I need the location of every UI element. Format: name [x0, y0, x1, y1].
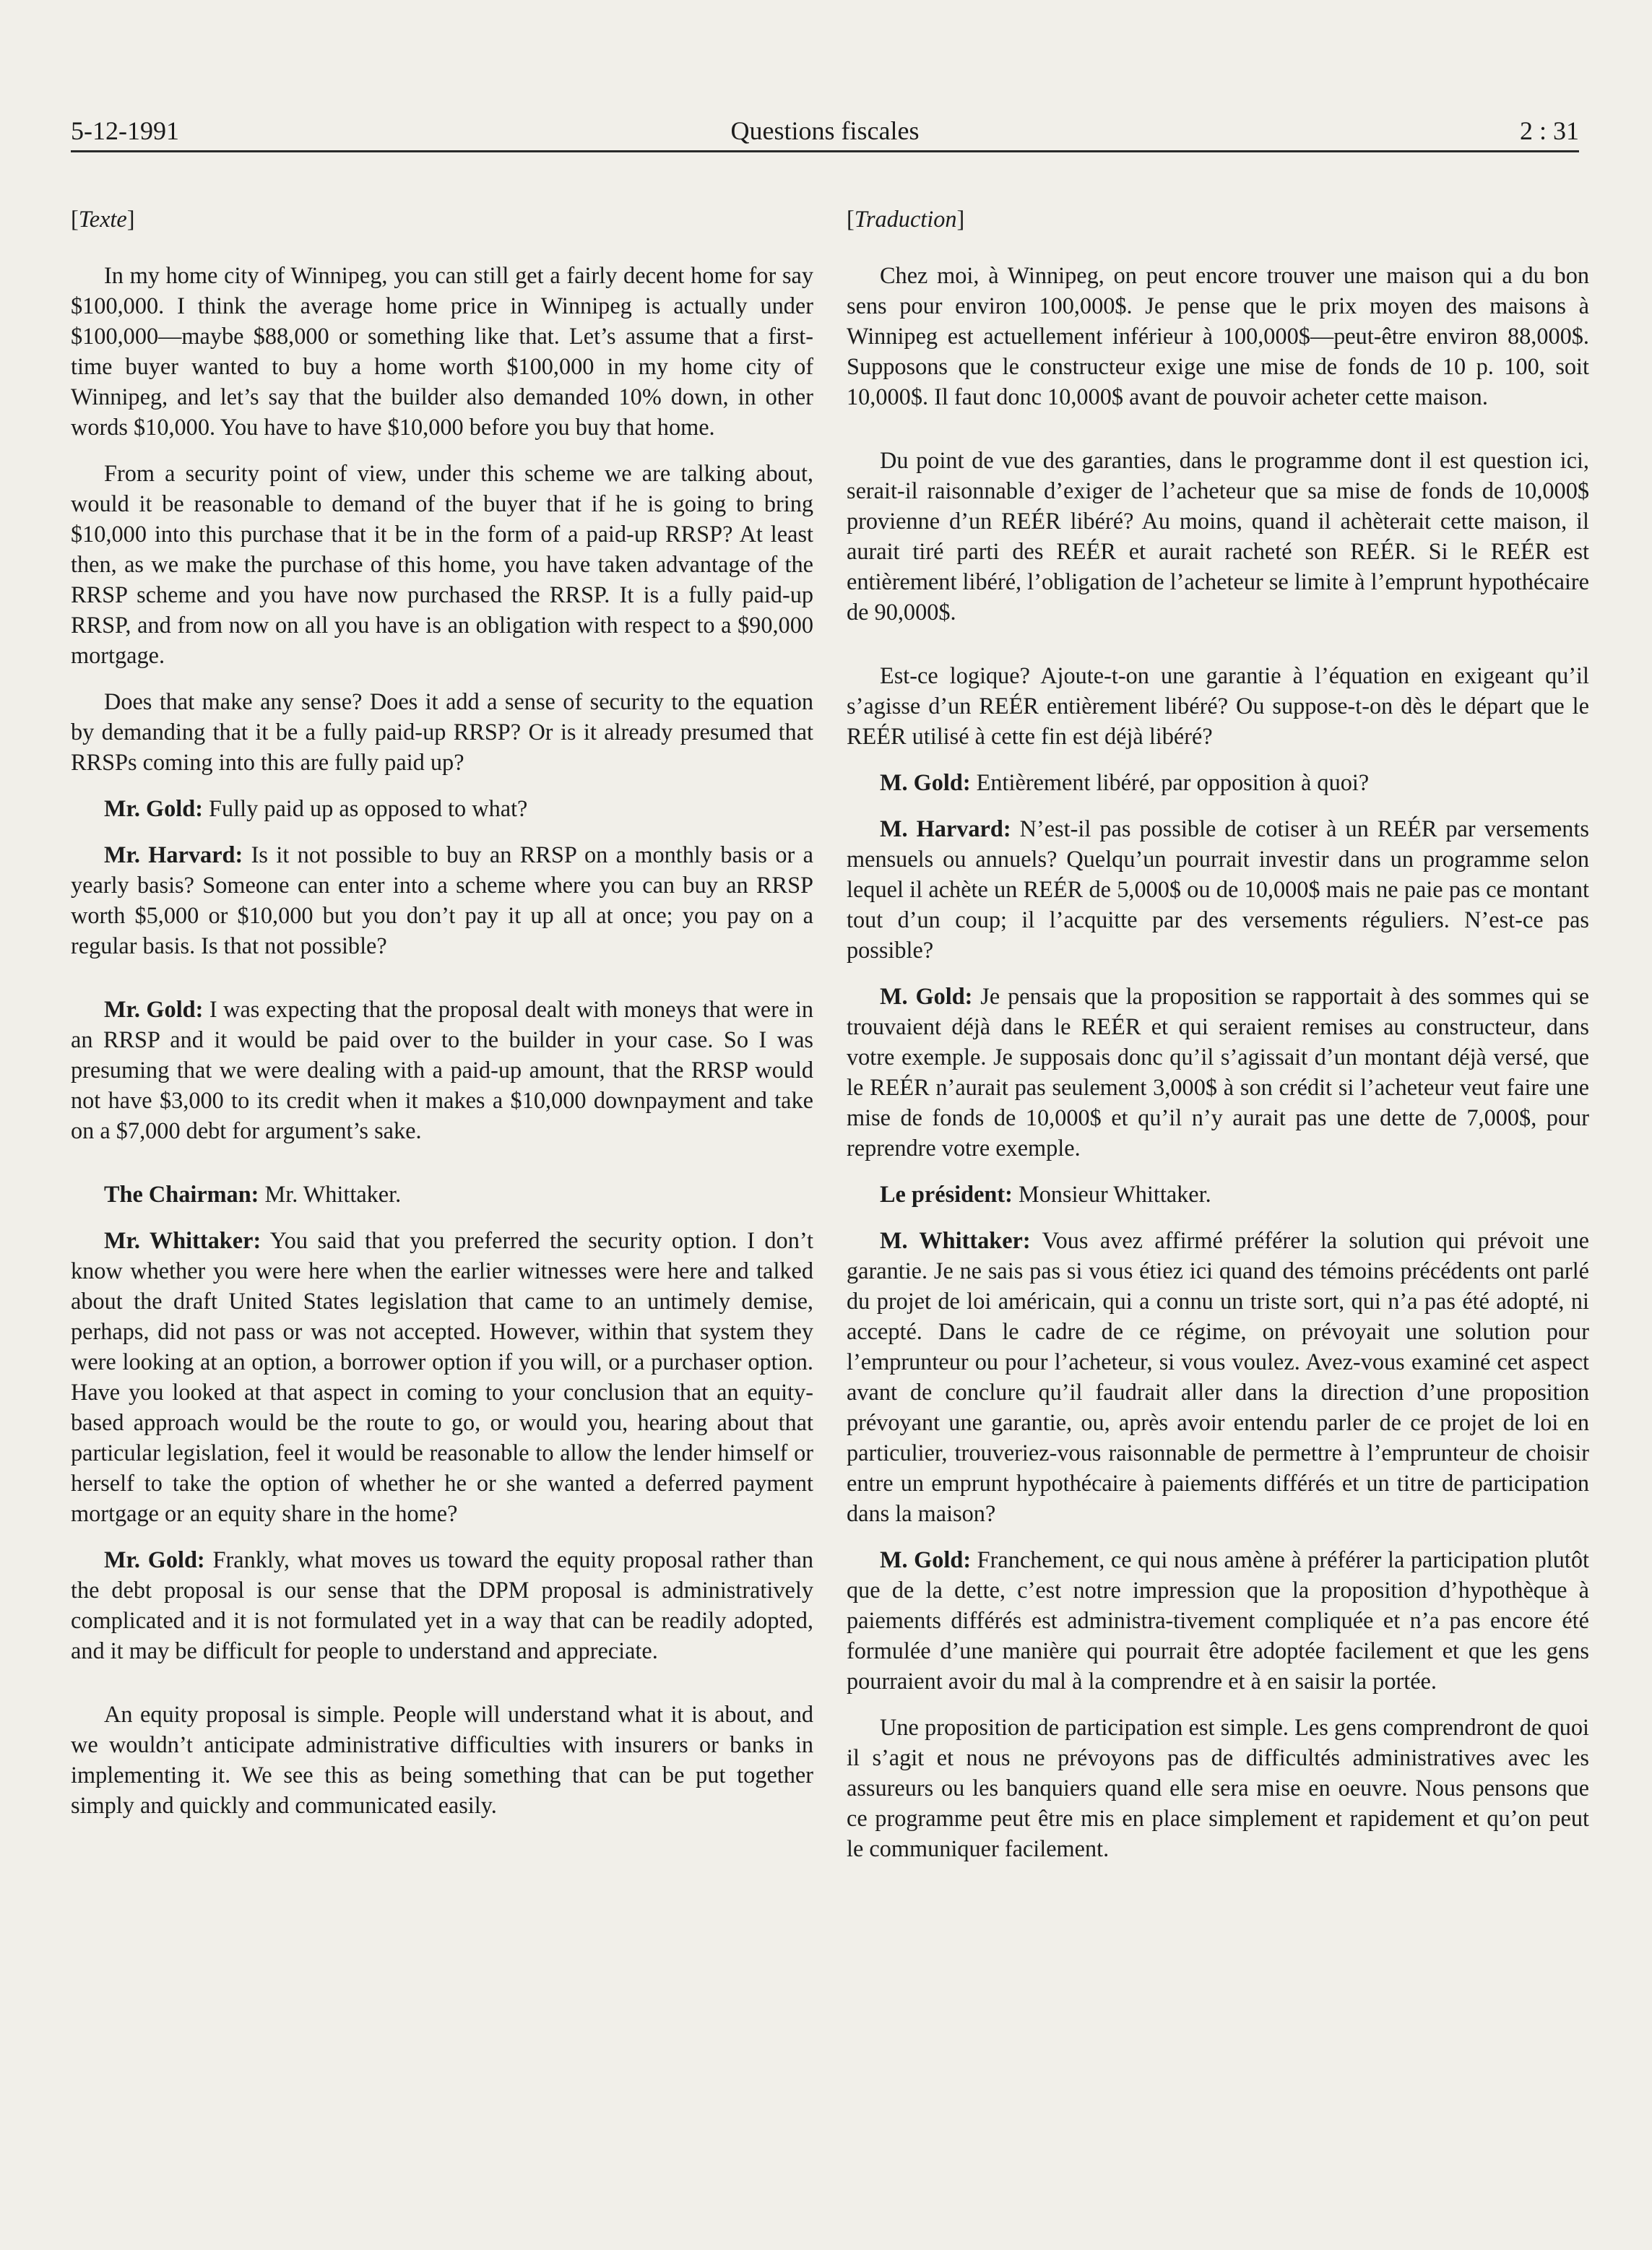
speaker-name: M. Whittaker:: [880, 1227, 1031, 1253]
french-column-label: [Traduction]: [847, 206, 965, 232]
paragraph-text: Du point de vue des garanties, dans le programme dont il est question ici, serait-il raisonnable d’exiger de l’acheteur que sa mise de fonds de 10,000$ provienne d’un REÉR libéré? Au moins, quand il achèterait cette maison, il aurait tiré parti des REÉR et aurait racheté son REÉR. Si le REÉR est entièrement libéré, l’obligation de l’acheteur se limite à l’emprunt hypothécaire de 90,000$.: [847, 447, 1589, 625]
english-paragraph-7: [71, 1179, 813, 1209]
paragraph-text: Est-ce logique? Ajoute-t-on une garantie à l’équation en exigeant qu’il s’agisse d’un REÉR entièrement libéré? Ou suppose-t-on dès le départ que le REÉR utilisé à cette fin est déjà libéré?: [847, 662, 1589, 749]
paragraph-text: You said that you preferred the security option. I don’t know whether you were here when the earlier witnesses were here and talked about the draft United States legislation that came to an untimely demise, perhaps, did not pass or was not accepted. However, within that system they were looking at an option, a borrower option if you will, or a purchaser option. Have you looked at that aspect in coming to your conclusion that an equity-based approach would be the route to go, or would you, hearing about that particular legislation, feel it would be reasonable to allow the lender himself or herself to take the option of whether he or she wanted a deferred payment mortgage or an equity share in the home?: [71, 1227, 813, 1526]
french-paragraph-5: [847, 813, 1589, 965]
paragraph-text: Franchement, ce qui nous amène à préférer la participation plutôt que de la dette, c’est notre impression que la proposition d’hypothèque à paiements différés est administra-tivement compliquée et n’a pas encore été formulée d’une manière qui pourrait être adoptée facilement et que les gens pourraient avoir du mal à la comprendre et à en saisir la portée.: [847, 1546, 1590, 1694]
speaker-name: Mr. Gold:: [104, 1546, 205, 1572]
french-column: [847, 204, 1589, 1879]
speaker-name: M. Gold:: [880, 769, 971, 795]
speaker-name: The Chairman:: [104, 1181, 259, 1207]
french-label-text: Traduction: [854, 206, 957, 232]
header-title: Questions fiscales: [730, 116, 920, 145]
english-paragraph-4: [71, 793, 813, 823]
paragraph-text: Frankly, what moves us toward the equity proposal rather than the debt proposal is our sense that the DPM proposal is administratively complicated and it is not formulated yet in a way that can be readily adopted, and it may be difficult for people to understand and appreciate.: [71, 1546, 814, 1663]
speaker-name: Le président:: [880, 1181, 1013, 1207]
speaker-name: M. Gold:: [880, 1546, 972, 1572]
english-label-text: Texte: [78, 206, 127, 232]
english-paragraph-2: [71, 458, 813, 670]
french-paragraph-7: [847, 1179, 1589, 1209]
english-paragraph-3: [71, 686, 813, 777]
paragraph-text: Entièrement libéré, par opposition à quoi?: [976, 769, 1370, 795]
speaker-name: M. Gold:: [880, 983, 973, 1009]
speaker-name: Mr. Whittaker:: [104, 1227, 261, 1253]
english-paragraph-8: [71, 1225, 813, 1528]
paragraph-text: From a security point of view, under this scheme we are talking about, would it be reasonable to demand of the buyer that if he is going to bring $10,000 into this purchase that it be in the form of a paid-up RRSP? At least then, as we make the purchase of this home, you have taken advantage of the RRSP scheme and you have now purchased the RRSP. It is a fully paid-up RRSP, and from now on all you have is an obligation with respect to a $90,000 mortgage.: [71, 460, 813, 668]
english-paragraph-10: [71, 1699, 813, 1820]
english-column-label: [Texte]: [71, 206, 135, 232]
english-paragraph-1: [71, 260, 813, 442]
paragraph-text: Does that make any sense? Does it add a sense of security to the equation by demanding that it be a fully paid-up RRSP? Or is it already presumed that RRSPs coming into this are fully paid up?: [71, 688, 813, 775]
paragraph-text: An equity proposal is simple. People will understand what it is about, and we wouldn’t anticipate administrative difficulties with insurers or banks in implementing it. We see this as being something that can be put together simply and quickly and communicated easily.: [71, 1701, 813, 1818]
header-page-number: 2 : 31: [1519, 116, 1579, 145]
paragraph-text: Monsieur Whittaker.: [1018, 1181, 1211, 1207]
speaker-name: Mr. Gold:: [104, 996, 204, 1022]
paragraph-text: N’est-il pas possible de cotiser à un REÉR par versements mensuels ou annuels? Quelqu’un pourrait investir dans un programme selon lequel il achète un REÉR de 5,000$ ou de 10,000$ mais ne paie pas ce montant tout d’un coup; il l’acquitte par des versements réguliers. N’est-ce pas possible?: [847, 815, 1589, 963]
english-paragraph-6: [71, 994, 813, 1146]
french-paragraph-6: [847, 981, 1589, 1163]
french-paragraph-9: [847, 1544, 1589, 1696]
paragraph-text: Chez moi, à Winnipeg, on peut encore trouver une maison qui a du bon sens pour environ 100,000$. Je pense que le prix moyen des maisons à Winnipeg est actuellement inférieur à 100,000$—peut-être environ 88,000$. Supposons que le constructeur exige une mise de fonds de 10 p. 100, soit 10,000$. Il faut donc 10,000$ avant de pouvoir acheter cette maison.: [847, 262, 1589, 410]
french-paragraph-8: [847, 1225, 1589, 1528]
paragraph-text: Une proposition de participation est simple. Les gens comprendront de quoi il s’agit et nous ne prévoyons pas de difficultés administratives avec les assureurs ou les banquiers quand elle sera mise en oeuvre. Nous pensons que ce programme peut être mis en place simplement et rapidement et qu’on peut le communiquer facilement.: [847, 1714, 1589, 1861]
paragraph-text: Is it not possible to buy an RRSP on a monthly basis or a yearly basis? Someone can enter into a scheme where you can buy an RRSP worth $5,000 or $10,000 but you don’t pay it up all at once; you pay on a regular basis. Is that not possible?: [71, 841, 813, 959]
running-header: [71, 108, 1579, 152]
paragraph-text: Fully paid up as opposed to what?: [209, 795, 528, 821]
french-paragraph-3: [847, 660, 1589, 751]
english-column: [71, 204, 813, 1836]
french-paragraph-2: [847, 445, 1589, 627]
speaker-name: Mr. Harvard:: [104, 841, 243, 867]
paragraph-text: Mr. Whittaker.: [264, 1181, 402, 1207]
english-paragraph-9: [71, 1544, 813, 1666]
paragraph-text: Je pensais que la proposition se rapportait à des sommes qui se trouvaient déjà dans le REÉR et qui seraient remises au constructeur, dans votre exemple. Je supposais donc qu’il s’agissait d’un montant déjà versé, que le REÉR n’aurait pas seulement 3,000$ à son crédit si l’acheteur veut faire une mise de fonds de 10,000$ et qu’il n’y aurait pas une dette de 7,000$, pour reprendre votre exemple.: [847, 983, 1589, 1161]
french-paragraph-1: [847, 260, 1589, 412]
header-date: 5-12-1991: [71, 116, 179, 145]
paragraph-text: In my home city of Winnipeg, you can still get a fairly decent home for say $100,000. I think the average home price in Winnipeg is actually under $100,000—maybe $88,000 or something like that. Let’s assume that a first-time buyer wanted to buy a home worth $100,000 in my home city of Winnipeg, and let’s say that the builder also demanded 10% down, in other words $10,000. You have to have $10,000 before you buy that home.: [71, 262, 813, 440]
paragraph-text: I was expecting that the proposal dealt with moneys that were in an RRSP and it would be paid over to the builder in your case. So I was presuming that we were dealing with a paid-up amount, that the RRSP would not have $3,000 to its credit when it makes a $10,000 downpayment and take on a $7,000 debt for argument’s sake.: [71, 996, 813, 1143]
french-paragraph-10: [847, 1712, 1589, 1864]
speaker-name: M. Harvard:: [880, 815, 1011, 841]
paragraph-text: Vous avez affirmé préférer la solution qui prévoit une garantie. Je ne sais pas si vous étiez ici quand des témoins précédents ont parlé du projet de loi américain, qui a connu un triste sort, qui n’a pas été adopté, ni accepté. Dans le cadre de ce régime, on prévoyait une solution pour l’emprunteur ou pour l’acheteur, si vous voulez. Avez-vous examiné cet aspect avant de conclure qu’il faudrait aller dans la direction d’une proposition prévoyant une garantie, ou, après avoir entendu parler de ce projet de loi en particulier, trouveriez-vous raisonnable de permettre à l’emprunteur de choisir entre un emprunt hypothécaire à paiements différés et un titre de participation dans la maison?: [847, 1227, 1590, 1526]
english-paragraph-5: [71, 839, 813, 961]
speaker-name: Mr. Gold:: [104, 795, 203, 821]
french-paragraph-4: [847, 767, 1589, 797]
